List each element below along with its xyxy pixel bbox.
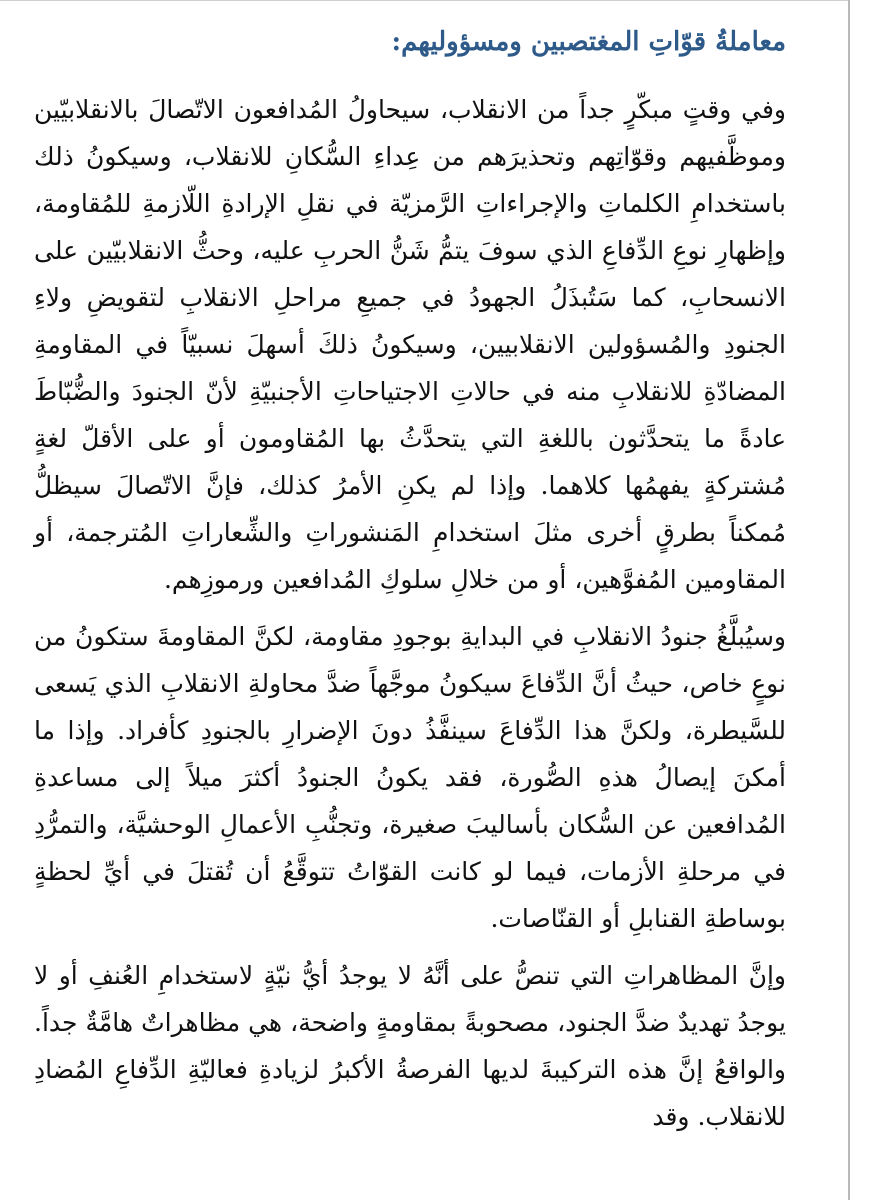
section-heading: معاملةُ قوّاتِ المغتصبين ومسؤوليهم: bbox=[391, 27, 786, 57]
paragraph-2: وسيُبلَّغُ جنودُ الانقلابِ في البدايةِ بوجودِ مقاومة، لكنَّ المقاومةَ ستكونُ من نوعٍ خاص، حيثُ أنَّ الدِّفاعَ سيكونُ موجَّهاً ضدَّ محاولةِ الانقلابِ الذي يَسعى للسَّيطرة، ولكنَّ هذا الدِّفاعَ سينفَّذُ دونَ الإضرارِ بالجنودِ كأفراد. وإذا ما أمكنَ إيصالُ هذهِ الصُّورة، فقد يكونُ الجنودُ أكثرَ ميلاً إلى مساعدةِ المُدافعين عن السُّكان بأساليبَ صغيرة، وتجنُّبِ الأعمالِ الوحشيَّة، والتمرُّدِ في مرحلةِ الأزمات، فيما لو كانت القوّاتُ تتوقَّعُ أن تُقتلَ في أيِّ لحظةٍ بوساطةِ القنابلِ أو القنّاصات. bbox=[34, 622, 786, 933]
paragraph-1: وفي وقتٍ مبكّرٍ جداً من الانقلاب، سيحاولُ المُدافعون الاتّصالَ بالانقلابيّين وموظَّفيهم وقوّاتِهم وتحذيرَهم من عِداءِ السُّكانِ للانقلاب، وسيكونُ ذلك باستخدامِ الكلماتِ والإجراءاتِ الرَّمزيّة في نقلِ الإرادةِ اللّازمةِ للمُقاومة، وإظهارِ نوعِ الدِّفاعِ الذي سوفَ يتمُّ شَنُّ الحربِ عليه، وحثُّ الانقلابيّين على الانسحابِ، كما سَتُبذَلُ الجهودُ في جميعِ مراحلِ الانقلابِ لتقويضِ ولاءِ الجنودِ والمُسؤولين الانقلابيين، وسيكونُ ذلكَ أسهلَ نسبيّاً في المقاومةِ المضادّةِ للانقلابِ منه في حالاتِ الاجتياحاتِ الأجنبيّةِ لأنّ الجنودَ والضُّبّاطَ عادةً ما يتحدَّثون باللغةِ التي يتحدَّثُ بها المُقاومون أو على الأقلّ لغةٍ مُشتركةٍ يفهمُها كلاهما. وإذا لم يكنِ الأمرُ كذلك، فإنَّ الاتّصالَ سيظلُّ مُمكناً بطرقٍ أخرى مثلَ استخدامِ المَنشوراتِ والشِّعاراتِ المُترجمة، أو المقاومين المُفوَّهين، أو من خلالِ سلوكِ المُدافعين ورموزِهم. bbox=[34, 95, 786, 594]
document-content bbox=[34, 22, 786, 1148]
paragraph-3: وإنَّ المظاهراتِ التي تنصُّ على أنَّهُ لا يوجدُ أيُّ نيّةٍ لاستخدامِ العُنفِ أو لا يوجدُ تهديدٌ ضدَّ الجنود، مصحوبةً بمقاومةٍ واضحة، هي مظاهراتٌ هامَّةٌ جداً. والواقعُ إنَّ هذه التركيبةَ لديها الفرصةُ الأكبرُ لزيادةِ فعاليّةِ الدِّفاعِ المُضادِ للانقلاب. وقد bbox=[34, 961, 786, 1131]
scrollbar[interactable] bbox=[848, 0, 889, 1200]
top-divider bbox=[0, 0, 850, 1]
